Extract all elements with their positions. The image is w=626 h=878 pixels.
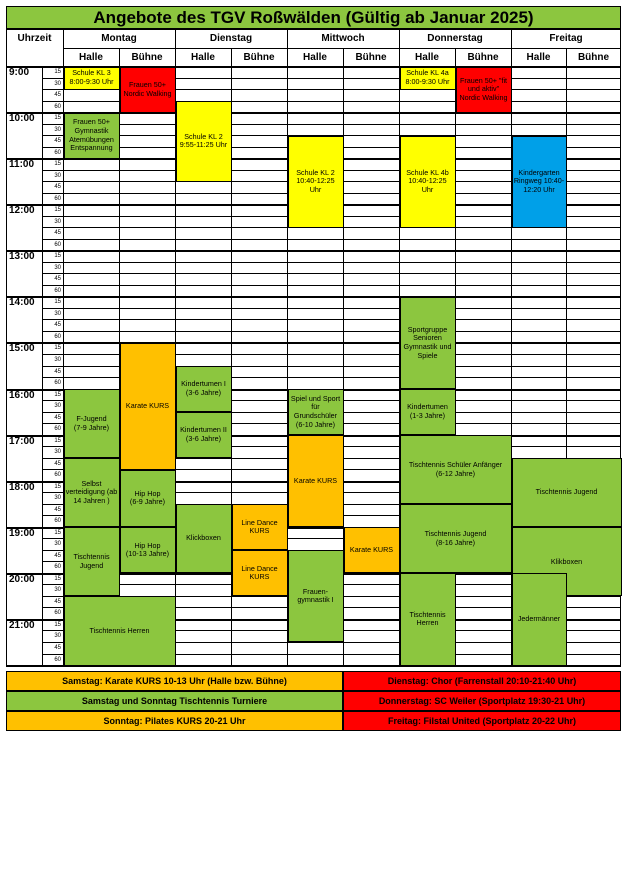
day-header-mittwoch: Mittwoch xyxy=(321,33,365,44)
day-header-dienstag: Dienstag xyxy=(209,33,253,44)
schedule-block: Tischtennis Herren xyxy=(400,573,456,665)
row-line xyxy=(42,285,621,286)
quarter-label: 45 xyxy=(54,414,61,421)
quarter-label: 15 xyxy=(54,529,61,536)
quarter-label: 60 xyxy=(54,149,61,156)
hour-label: 13:00 xyxy=(9,251,35,263)
vline xyxy=(42,66,43,665)
schedule-block: Kindertumen (1-3 Jahre) xyxy=(400,389,456,435)
quarter-label: 15 xyxy=(54,253,61,260)
schedule-block: Schule KL 2 9:55-11:25 Uhr xyxy=(176,101,232,182)
footer-note-left: Samstag: Karate KURS 10-13 Uhr (Halle bzw. Bühne) xyxy=(6,671,343,691)
schedule-block: Jedermänner xyxy=(512,573,567,665)
subheader-buehne: Bühne xyxy=(131,52,163,63)
quarter-label: 30 xyxy=(54,80,61,87)
quarter-label: 45 xyxy=(54,598,61,605)
subheader-halle: Halle xyxy=(191,52,215,63)
schedule-block: Schule KL 4b 10:40-12:25 Uhr xyxy=(400,136,456,228)
subheader-halle: Halle xyxy=(415,52,439,63)
footer-note-left: Samstag und Sonntag Tischtennis Turniere xyxy=(6,691,343,711)
quarter-label: 30 xyxy=(54,310,61,317)
quarter-label: 30 xyxy=(54,449,61,456)
quarter-label: 15 xyxy=(54,161,61,168)
quarter-label: 60 xyxy=(54,472,61,479)
quarter-label: 45 xyxy=(54,322,61,329)
quarter-label: 15 xyxy=(54,69,61,75)
row-line xyxy=(42,273,621,274)
quarter-label: 60 xyxy=(54,656,61,663)
quarter-label: 60 xyxy=(54,610,61,617)
day-header-freitag: Freitag xyxy=(549,33,583,44)
quarter-label: 15 xyxy=(54,345,61,352)
schedule-block: Selbst verteidigung (ab 14 Jahren ) xyxy=(64,458,120,527)
schedule-block: Karate KURS xyxy=(120,343,176,470)
footer-note-right: Donnerstag: SC Weiler (Sportplatz 19:30-21 Uhr) xyxy=(343,691,621,711)
schedule-block: Frauen 50+ Nordic Walking xyxy=(120,67,176,113)
quarter-label: 30 xyxy=(54,541,61,548)
hour-label: 21:00 xyxy=(9,619,35,631)
day-header-montag: Montag xyxy=(101,33,137,44)
quarter-label: 30 xyxy=(54,495,61,502)
schedule-block: Spiel und Sport für Grundschüler (6-10 Jahre) xyxy=(288,389,344,435)
quarter-label: 45 xyxy=(54,460,61,467)
quarter-label: 60 xyxy=(54,380,61,387)
quarter-label: 60 xyxy=(54,287,61,294)
row-line xyxy=(42,239,621,240)
quarter-label: 60 xyxy=(54,333,61,340)
subheader-buehne: Bühne xyxy=(355,52,387,63)
quarter-label: 45 xyxy=(54,138,61,145)
quarter-label: 45 xyxy=(54,368,61,375)
hour-label: 10:00 xyxy=(9,113,35,125)
schedule-block: Tischtennis Schüler Anfänger (6-12 Jahre) xyxy=(400,435,512,504)
vline xyxy=(6,29,7,665)
quarter-label: 45 xyxy=(54,92,61,99)
schedule-block: Kindertumen II (3-6 Jahre) xyxy=(176,412,232,458)
quarter-label: 60 xyxy=(54,426,61,433)
page-title: Angebote des TGV Roßwälden (Gültig ab Januar 2025) xyxy=(6,6,621,29)
schedule-block: Tischtennis Herren xyxy=(64,596,176,665)
hour-label: 9:00 xyxy=(9,67,30,78)
row-line xyxy=(42,308,621,309)
subheader-buehne: Bühne xyxy=(577,52,610,63)
quarter-label: 30 xyxy=(54,357,61,363)
schedule-block: Karate KURS xyxy=(288,435,344,527)
quarter-label: 45 xyxy=(54,506,61,513)
schedule-block: Tischtennis Jugend (8-16 Jahre) xyxy=(400,504,512,573)
quarter-label: 15 xyxy=(54,437,61,444)
row-line xyxy=(6,342,621,344)
schedule-block: Hip Hop (10-13 Jahre) xyxy=(120,527,176,573)
schedule-block: Hip Hop (6-9 Jahre) xyxy=(120,470,176,528)
time-column-header: Uhrzeit xyxy=(17,33,52,44)
subheader-halle: Halle xyxy=(79,52,103,63)
schedule-block: Kindertumen I (3-6 Jahre) xyxy=(176,366,232,412)
footer-note-right: Dienstag: Chor (Farrenstall 20:10-21:40 Uhr) xyxy=(343,671,621,691)
footer-note-left: Sonntag: Pilates KURS 20-21 Uhr xyxy=(6,711,343,731)
quarter-label: 30 xyxy=(54,587,61,594)
row-line xyxy=(42,319,621,320)
schedule-block: Tischtennis Jugend xyxy=(512,458,622,527)
schedule-block: Frauen- gymnastik I xyxy=(288,550,344,642)
hour-label: 17:00 xyxy=(9,435,35,447)
schedule-block: Frauen 50+ "fit und aktiv" Nordic Walking xyxy=(456,67,512,113)
schedule-block: Schule KL 3 8:00-9:30 Uhr xyxy=(64,67,120,90)
schedule-block: Klikboxen xyxy=(512,527,622,596)
schedule-block: Frauen 50+ Gymnastik Atemübungen Entspannung xyxy=(64,113,120,159)
schedule-block: Line Dance KURS xyxy=(232,550,288,596)
quarter-label: 60 xyxy=(54,518,61,525)
hour-label: 18:00 xyxy=(9,481,35,493)
quarter-label: 15 xyxy=(54,621,61,628)
subheader-halle: Halle xyxy=(303,52,327,63)
row-line xyxy=(42,331,621,332)
schedule-block: Tischtennis Jugend xyxy=(64,527,120,596)
row-line xyxy=(6,296,621,298)
quarter-label: 45 xyxy=(54,552,61,559)
quarter-label: 15 xyxy=(54,483,61,490)
header-line xyxy=(6,29,621,30)
schedule-block: Schule KL 2 10:40-12:25 Uhr xyxy=(288,136,344,228)
quarter-label: 60 xyxy=(54,241,61,248)
quarter-label: 45 xyxy=(54,276,61,283)
quarter-label: 15 xyxy=(54,299,61,306)
quarter-label: 30 xyxy=(54,126,61,133)
schedule-block: Kindergarten Ringweg 10:40- 12:20 Uhr xyxy=(512,136,567,228)
schedule-block: Schule KL 4a 8:00-9:30 Uhr xyxy=(400,67,456,90)
quarter-label: 60 xyxy=(54,195,61,202)
row-line xyxy=(6,250,621,252)
schedule-block: Sportgruppe Senioren Gymnastik und Spiele xyxy=(400,297,456,389)
hour-label: 19:00 xyxy=(9,527,35,539)
quarter-label: 45 xyxy=(54,645,61,651)
hour-label: 11:00 xyxy=(9,159,35,171)
quarter-label: 30 xyxy=(54,264,61,271)
quarter-label: 60 xyxy=(54,103,61,110)
quarter-label: 30 xyxy=(54,633,61,640)
subheader-buehne: Bühne xyxy=(467,52,499,63)
quarter-label: 45 xyxy=(54,184,61,191)
header-line xyxy=(63,48,621,49)
quarter-label: 15 xyxy=(54,575,61,582)
quarter-label: 30 xyxy=(54,218,61,225)
subheader-buehne: Bühne xyxy=(243,52,275,63)
footer-note-right: Freitag: Filstal United (Sportplatz 20-22 Uhr) xyxy=(343,711,621,731)
hour-label: 12:00 xyxy=(9,205,35,217)
day-header-donnerstag: Donnerstag xyxy=(427,33,483,44)
quarter-label: 15 xyxy=(54,115,61,122)
hour-label: 15:00 xyxy=(9,343,35,355)
schedule-block: F-Jugend (7-9 Jahre) xyxy=(64,389,120,458)
quarter-label: 30 xyxy=(54,403,61,410)
quarter-label: 45 xyxy=(54,230,61,237)
row-line xyxy=(42,124,621,125)
schedule-block: Karate KURS xyxy=(344,527,400,573)
subheader-halle: Halle xyxy=(526,52,551,63)
quarter-label: 30 xyxy=(54,172,61,179)
schedule-block: Line Dance KURS xyxy=(232,504,288,550)
timetable-sheet xyxy=(6,6,621,874)
quarter-label: 15 xyxy=(54,391,61,398)
row-line xyxy=(42,262,621,263)
hour-label: 20:00 xyxy=(9,573,35,585)
quarter-label: 15 xyxy=(54,207,61,214)
hour-label: 16:00 xyxy=(9,389,35,401)
schedule-block: Klickboxen xyxy=(176,504,232,573)
hour-label: 14:00 xyxy=(9,297,35,309)
quarter-label: 60 xyxy=(54,564,61,571)
